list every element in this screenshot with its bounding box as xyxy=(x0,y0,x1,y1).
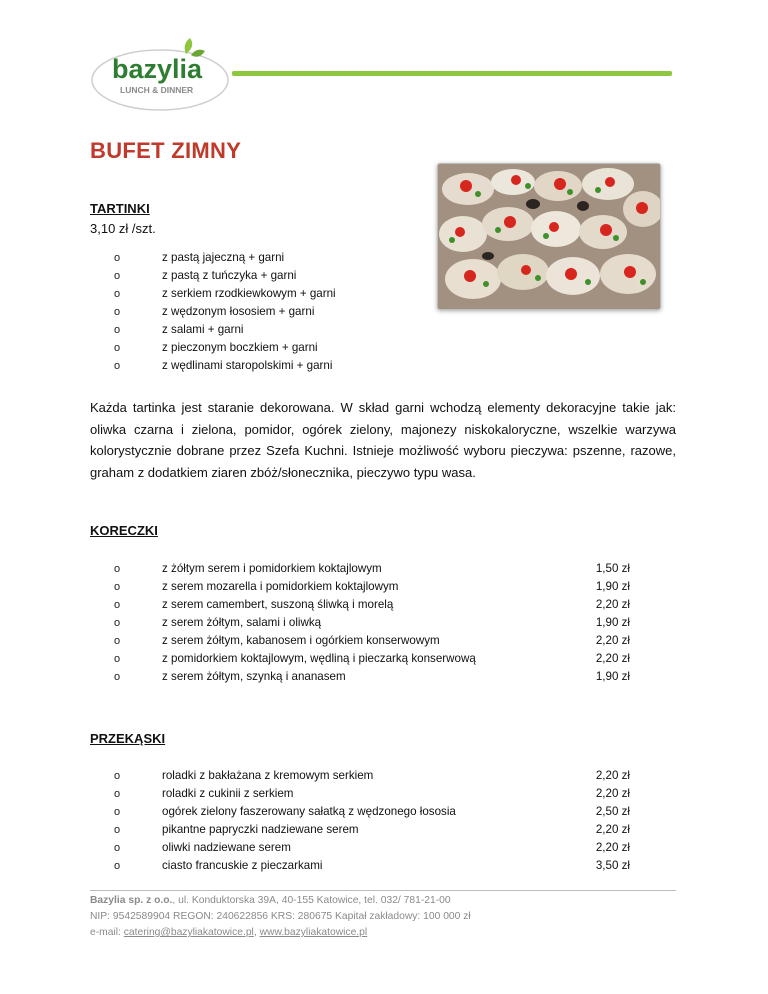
list-item xyxy=(114,821,630,839)
bullet: o xyxy=(114,653,121,665)
list-item xyxy=(114,857,630,875)
bullet: o xyxy=(114,288,121,300)
item-price: 2,20 zł xyxy=(595,598,630,611)
list-item xyxy=(114,267,444,285)
item-name: pikantne papryczki nadziewane serem xyxy=(162,823,359,836)
bullet: o xyxy=(114,617,121,629)
tartinki-list xyxy=(114,249,444,375)
list-item xyxy=(114,668,630,686)
footer-email-link[interactable]: catering@bazyliakatowice.pl xyxy=(123,927,254,938)
item-name: z serem mozarella i pomidorkiem koktajlowym xyxy=(162,580,399,593)
tartinki-price: 3,10 zł /szt. xyxy=(90,221,156,236)
item-name: z wędlinami staropolskimi + garni xyxy=(162,359,333,372)
list-item xyxy=(114,321,444,339)
item-price: 2,20 zł xyxy=(595,787,630,800)
item-name: z wędzonym łososiem + garni xyxy=(162,305,315,318)
przekaski-heading: PRZEKĄSKI xyxy=(90,731,166,746)
bullet: o xyxy=(114,824,121,836)
bazylia-logo xyxy=(90,36,235,112)
bullet: o xyxy=(114,360,121,372)
footer xyxy=(90,893,690,941)
list-item xyxy=(114,249,444,267)
tartinki-photo xyxy=(437,163,661,310)
list-item xyxy=(114,767,630,785)
bullet: o xyxy=(114,581,121,593)
item-name: z serem żółtym, szynką i ananasem xyxy=(162,670,346,683)
footer-company: Bazylia sp. z o.o. xyxy=(90,895,173,906)
koreczki-heading: KORECZKI xyxy=(90,523,158,538)
item-price: 2,20 zł xyxy=(595,652,630,665)
item-name: z serem żółtym, kabanosem i ogórkiem konserwowym xyxy=(162,634,440,647)
footer-address: , ul. Konduktorska 39A, 40-155 Katowice, tel. 032/ 781-21-00 xyxy=(172,895,451,906)
bullet: o xyxy=(114,806,121,818)
item-price: 2,20 zł xyxy=(595,769,630,782)
item-name: ciasto francuskie z pieczarkami xyxy=(162,859,323,872)
list-item xyxy=(114,632,630,650)
list-item xyxy=(114,357,444,375)
przekaski-list xyxy=(114,767,630,875)
list-item xyxy=(114,614,630,632)
logo-tagline-text: LUNCH & DINNER xyxy=(120,85,194,95)
item-name: z pastą jajeczną + garni xyxy=(162,251,285,264)
item-name: roladki z bakłażana z kremowym serkiem xyxy=(162,769,374,782)
bullet: o xyxy=(114,324,121,336)
list-item xyxy=(114,339,444,357)
item-name: z żółtym serem i pomidorkiem koktajlowym xyxy=(162,562,382,575)
page-title: BUFET ZIMNY xyxy=(90,138,242,163)
bullet: o xyxy=(114,270,121,282)
footer-separator: , xyxy=(253,927,260,938)
item-name: z pomidorkiem koktajlowym, wędliną i pieczarką konserwową xyxy=(162,652,476,665)
tartinki-description: Każda tartinka jest staranie dekorowana. W skład garni wchodzą elementy dekoracyjne takie jak: oliwka czarna i zielona, pomidor, ogórek zielony, majonezy niskokaloryczne, wszelkie warzywa kolorystycznie dobrane przez Szefa Kuchni. Istnieje możliwość wyboru pieczywa: pszenne, razowe, graham z dodatkiem ziaren zbóż/słonecznika, pieczywo typu wasa. xyxy=(90,400,676,480)
item-price: 2,50 zł xyxy=(595,805,630,818)
item-name: z serkiem rzodkiewkowym + garni xyxy=(162,287,336,300)
logo-brand-text: bazylia xyxy=(112,54,203,84)
footer-email-label: e-mail: xyxy=(90,927,124,938)
bullet: o xyxy=(114,252,121,264)
item-name: oliwki nadziewane serem xyxy=(162,841,291,854)
logo-rule xyxy=(232,71,672,76)
item-price: 3,50 zł xyxy=(595,859,630,872)
item-name: z serem camembert, suszoną śliwką i morelą xyxy=(162,598,394,611)
list-item xyxy=(114,839,630,857)
item-price: 1,50 zł xyxy=(595,562,630,575)
tartinki-heading: TARTINKI xyxy=(90,201,150,216)
item-price: 1,90 zł xyxy=(595,580,630,593)
bullet: o xyxy=(114,306,121,318)
item-name: z pastą z tuńczyka + garni xyxy=(162,269,297,282)
item-name: z salami + garni xyxy=(162,323,244,336)
footer-registry: NIP: 9542589904 REGON: 240622856 KRS: 280675 Kapitał zakładowy: 100 000 zł xyxy=(90,911,471,922)
bullet: o xyxy=(114,671,121,683)
list-item xyxy=(114,803,630,821)
item-price: 2,20 zł xyxy=(595,823,630,836)
bullet: o xyxy=(114,842,121,854)
list-item xyxy=(114,785,630,803)
item-name: z serem żółtym, salami i oliwką xyxy=(162,616,322,629)
list-item xyxy=(114,560,630,578)
bullet: o xyxy=(114,563,121,575)
koreczki-list xyxy=(114,560,630,686)
item-name: z pieczonym boczkiem + garni xyxy=(162,341,318,354)
footer-website-link[interactable]: www.bazyliakatowice.pl xyxy=(259,927,368,938)
bullet: o xyxy=(114,635,121,647)
bullet: o xyxy=(114,860,121,872)
item-price: 2,20 zł xyxy=(595,634,630,647)
item-price: 1,90 zł xyxy=(595,616,630,629)
list-item xyxy=(114,285,444,303)
footer-address-line xyxy=(90,893,690,909)
item-name: roladki z cukinii z serkiem xyxy=(162,787,294,800)
bullet: o xyxy=(114,770,121,782)
list-item xyxy=(114,650,630,668)
footer-contact-line xyxy=(90,925,690,941)
footer-divider xyxy=(90,890,676,891)
bullet: o xyxy=(114,599,121,611)
bullet: o xyxy=(114,342,121,354)
list-item xyxy=(114,596,630,614)
list-item xyxy=(114,303,444,321)
item-price: 1,90 zł xyxy=(595,670,630,683)
item-price: 2,20 zł xyxy=(595,841,630,854)
item-name: ogórek zielony faszerowany sałatką z wędzonego łososia xyxy=(162,805,456,818)
list-item xyxy=(114,578,630,596)
bullet: o xyxy=(114,788,121,800)
